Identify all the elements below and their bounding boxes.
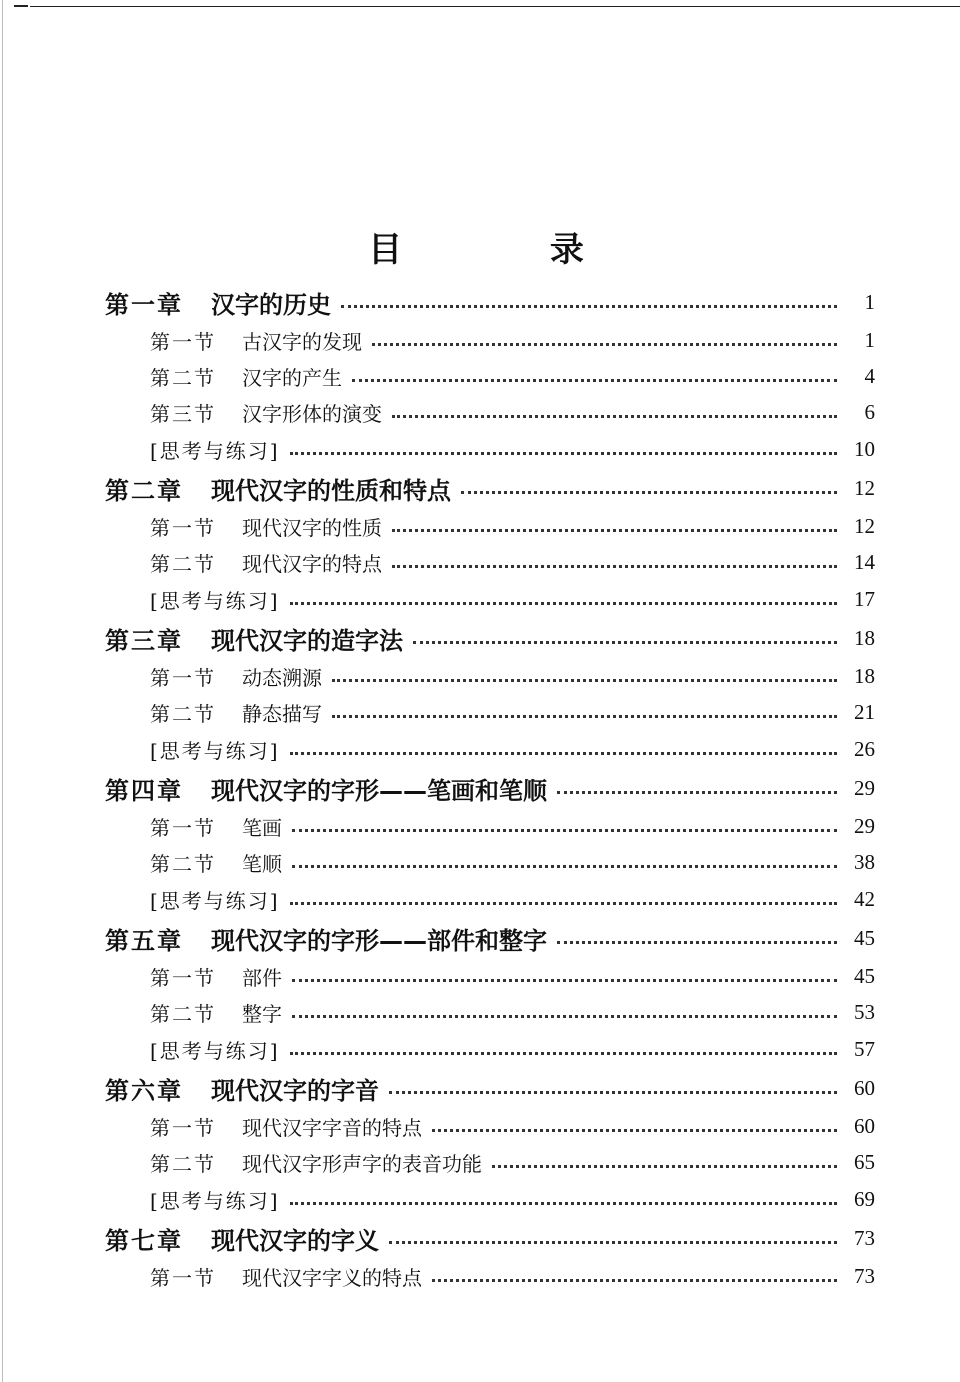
dot-leader	[461, 491, 837, 494]
toc-section-row[interactable]	[105, 1144, 875, 1180]
toc-page-number: 73	[854, 1263, 875, 1288]
toc-section-title: 动态溯源	[242, 665, 322, 690]
toc-page-number: 14	[854, 549, 875, 574]
toc-section-number: 第一节	[150, 329, 216, 354]
toc-page-number: 73	[854, 1225, 875, 1250]
dot-leader	[332, 679, 837, 682]
toc-exercise-row[interactable]	[105, 430, 875, 468]
toc-chapter-title: 现代汉字的字形——部件和整字	[211, 926, 547, 955]
toc-section-title: 现代汉字字音的特点	[242, 1115, 422, 1140]
dot-leader	[392, 565, 837, 568]
dot-leader	[389, 1091, 837, 1094]
toc-page-number: 18	[854, 663, 875, 688]
toc-page-number: 17	[854, 586, 875, 611]
toc-section-title: 现代汉字的特点	[242, 551, 382, 576]
dot-leader	[290, 1052, 837, 1055]
dot-leader	[352, 379, 837, 382]
toc-section-title: 现代汉字形声字的表音功能	[242, 1151, 482, 1176]
toc-section-number: 第一节	[150, 1115, 216, 1140]
toc-exercise-row[interactable]	[105, 730, 875, 768]
header-rule	[30, 6, 960, 7]
dot-leader	[290, 1202, 837, 1205]
table-of-contents	[105, 282, 875, 1294]
toc-page-number: 29	[854, 813, 875, 838]
toc-page-number: 38	[854, 849, 875, 874]
toc-page-number: 1	[864, 327, 875, 352]
toc-chapter-number: 第七章	[105, 1226, 183, 1255]
toc-section-row[interactable]	[105, 1108, 875, 1144]
dot-leader	[492, 1165, 837, 1168]
toc-page-number: 65	[854, 1149, 875, 1174]
toc-page-number: 21	[854, 699, 875, 724]
toc-chapter-row[interactable]	[105, 1218, 875, 1258]
toc-page-number: 45	[854, 925, 875, 950]
toc-chapter-number: 第二章	[105, 476, 183, 505]
toc-chapter-row[interactable]	[105, 282, 875, 322]
dot-leader	[557, 941, 837, 944]
dot-leader	[392, 529, 837, 532]
page-title: 目 录	[368, 230, 652, 270]
toc-section-row[interactable]	[105, 1258, 875, 1294]
toc-chapter-title: 现代汉字的字音	[211, 1076, 379, 1105]
toc-chapter-number: 第四章	[105, 776, 183, 805]
toc-chapter-title: 现代汉字的字形——笔画和笔顺	[211, 776, 547, 805]
toc-section-title: 笔画	[242, 815, 282, 840]
toc-section-title: 汉字形体的演变	[242, 401, 382, 426]
toc-chapter-title: 汉字的历史	[211, 290, 331, 319]
toc-page-number: 10	[854, 436, 875, 461]
toc-chapter-row[interactable]	[105, 768, 875, 808]
toc-section-row[interactable]	[105, 394, 875, 430]
toc-section-number: 第一节	[150, 515, 216, 540]
toc-section-title: 整字	[242, 1001, 282, 1026]
toc-page-number: 12	[854, 513, 875, 538]
toc-chapter-row[interactable]	[105, 618, 875, 658]
toc-section-title: 笔顺	[242, 851, 282, 876]
toc-exercise-row[interactable]	[105, 880, 875, 918]
toc-exercise-row[interactable]	[105, 1030, 875, 1068]
toc-exercise-title: [思考与练习]	[150, 1038, 280, 1063]
toc-section-title: 汉字的产生	[242, 365, 342, 390]
toc-section-row[interactable]	[105, 508, 875, 544]
toc-page-number: 6	[864, 399, 875, 424]
toc-page-number: 26	[854, 736, 875, 761]
toc-chapter-title: 现代汉字的字义	[211, 1226, 379, 1255]
toc-exercise-title: [思考与练习]	[150, 888, 280, 913]
toc-chapter-row[interactable]	[105, 918, 875, 958]
toc-section-title: 静态描写	[242, 701, 322, 726]
toc-page-number: 1	[864, 289, 875, 314]
toc-section-row[interactable]	[105, 544, 875, 580]
toc-page-number: 69	[854, 1186, 875, 1211]
dot-leader	[292, 865, 837, 868]
toc-section-number: 第三节	[150, 401, 216, 426]
toc-section-row[interactable]	[105, 322, 875, 358]
toc-section-row[interactable]	[105, 358, 875, 394]
toc-section-number: 第一节	[150, 665, 216, 690]
dot-leader	[290, 902, 837, 905]
toc-section-number: 第一节	[150, 1265, 216, 1290]
toc-section-title: 现代汉字字义的特点	[242, 1265, 422, 1290]
toc-page-number: 18	[854, 625, 875, 650]
toc-section-title: 部件	[242, 965, 282, 990]
toc-section-row[interactable]	[105, 994, 875, 1030]
toc-chapter-number: 第六章	[105, 1076, 183, 1105]
toc-page-number: 42	[854, 886, 875, 911]
toc-page-number: 4	[864, 363, 875, 388]
dot-leader	[372, 343, 837, 346]
toc-section-row[interactable]	[105, 958, 875, 994]
dot-leader	[432, 1129, 837, 1132]
toc-section-number: 第二节	[150, 851, 216, 876]
dot-leader	[332, 715, 837, 718]
dot-leader	[413, 641, 837, 644]
toc-section-row[interactable]	[105, 808, 875, 844]
toc-section-title: 古汉字的发现	[242, 329, 362, 354]
dot-leader	[292, 979, 837, 982]
toc-chapter-row[interactable]	[105, 468, 875, 508]
dot-leader	[290, 752, 837, 755]
toc-chapter-number: 第一章	[105, 290, 183, 319]
dot-leader	[292, 1015, 837, 1018]
toc-page-number: 60	[854, 1075, 875, 1100]
toc-section-number: 第二节	[150, 1001, 216, 1026]
toc-chapter-number: 第三章	[105, 626, 183, 655]
dot-leader	[341, 305, 837, 308]
toc-exercise-title: [思考与练习]	[150, 438, 280, 463]
toc-chapter-row[interactable]	[105, 1068, 875, 1108]
toc-page-number: 60	[854, 1113, 875, 1138]
toc-page-number: 45	[854, 963, 875, 988]
dot-leader	[292, 829, 837, 832]
toc-page-number: 12	[854, 475, 875, 500]
toc-chapter-title: 现代汉字的性质和特点	[211, 476, 451, 505]
dot-leader	[290, 602, 837, 605]
toc-exercise-title: [思考与练习]	[150, 738, 280, 763]
toc-page-number: 53	[854, 999, 875, 1024]
toc-chapter-number: 第五章	[105, 926, 183, 955]
toc-exercise-row[interactable]	[105, 580, 875, 618]
toc-section-number: 第二节	[150, 1151, 216, 1176]
toc-section-number: 第二节	[150, 701, 216, 726]
dot-leader	[557, 791, 837, 794]
toc-section-title: 现代汉字的性质	[242, 515, 382, 540]
dot-leader	[389, 1241, 837, 1244]
toc-section-row[interactable]	[105, 694, 875, 730]
toc-section-row[interactable]	[105, 844, 875, 880]
toc-exercise-row[interactable]	[105, 1180, 875, 1218]
toc-section-number: 第一节	[150, 965, 216, 990]
toc-section-number: 第二节	[150, 365, 216, 390]
toc-section-row[interactable]	[105, 658, 875, 694]
toc-section-number: 第一节	[150, 815, 216, 840]
toc-chapter-title: 现代汉字的造字法	[211, 626, 403, 655]
dot-leader	[432, 1279, 837, 1282]
dot-leader	[290, 452, 837, 455]
toc-section-number: 第二节	[150, 551, 216, 576]
top-corner-mark	[14, 5, 28, 7]
dot-leader	[392, 415, 837, 418]
toc-exercise-title: [思考与练习]	[150, 588, 280, 613]
toc-page-number: 29	[854, 775, 875, 800]
toc-page-number: 57	[854, 1036, 875, 1061]
page-left-edge	[2, 0, 3, 1382]
toc-exercise-title: [思考与练习]	[150, 1188, 280, 1213]
